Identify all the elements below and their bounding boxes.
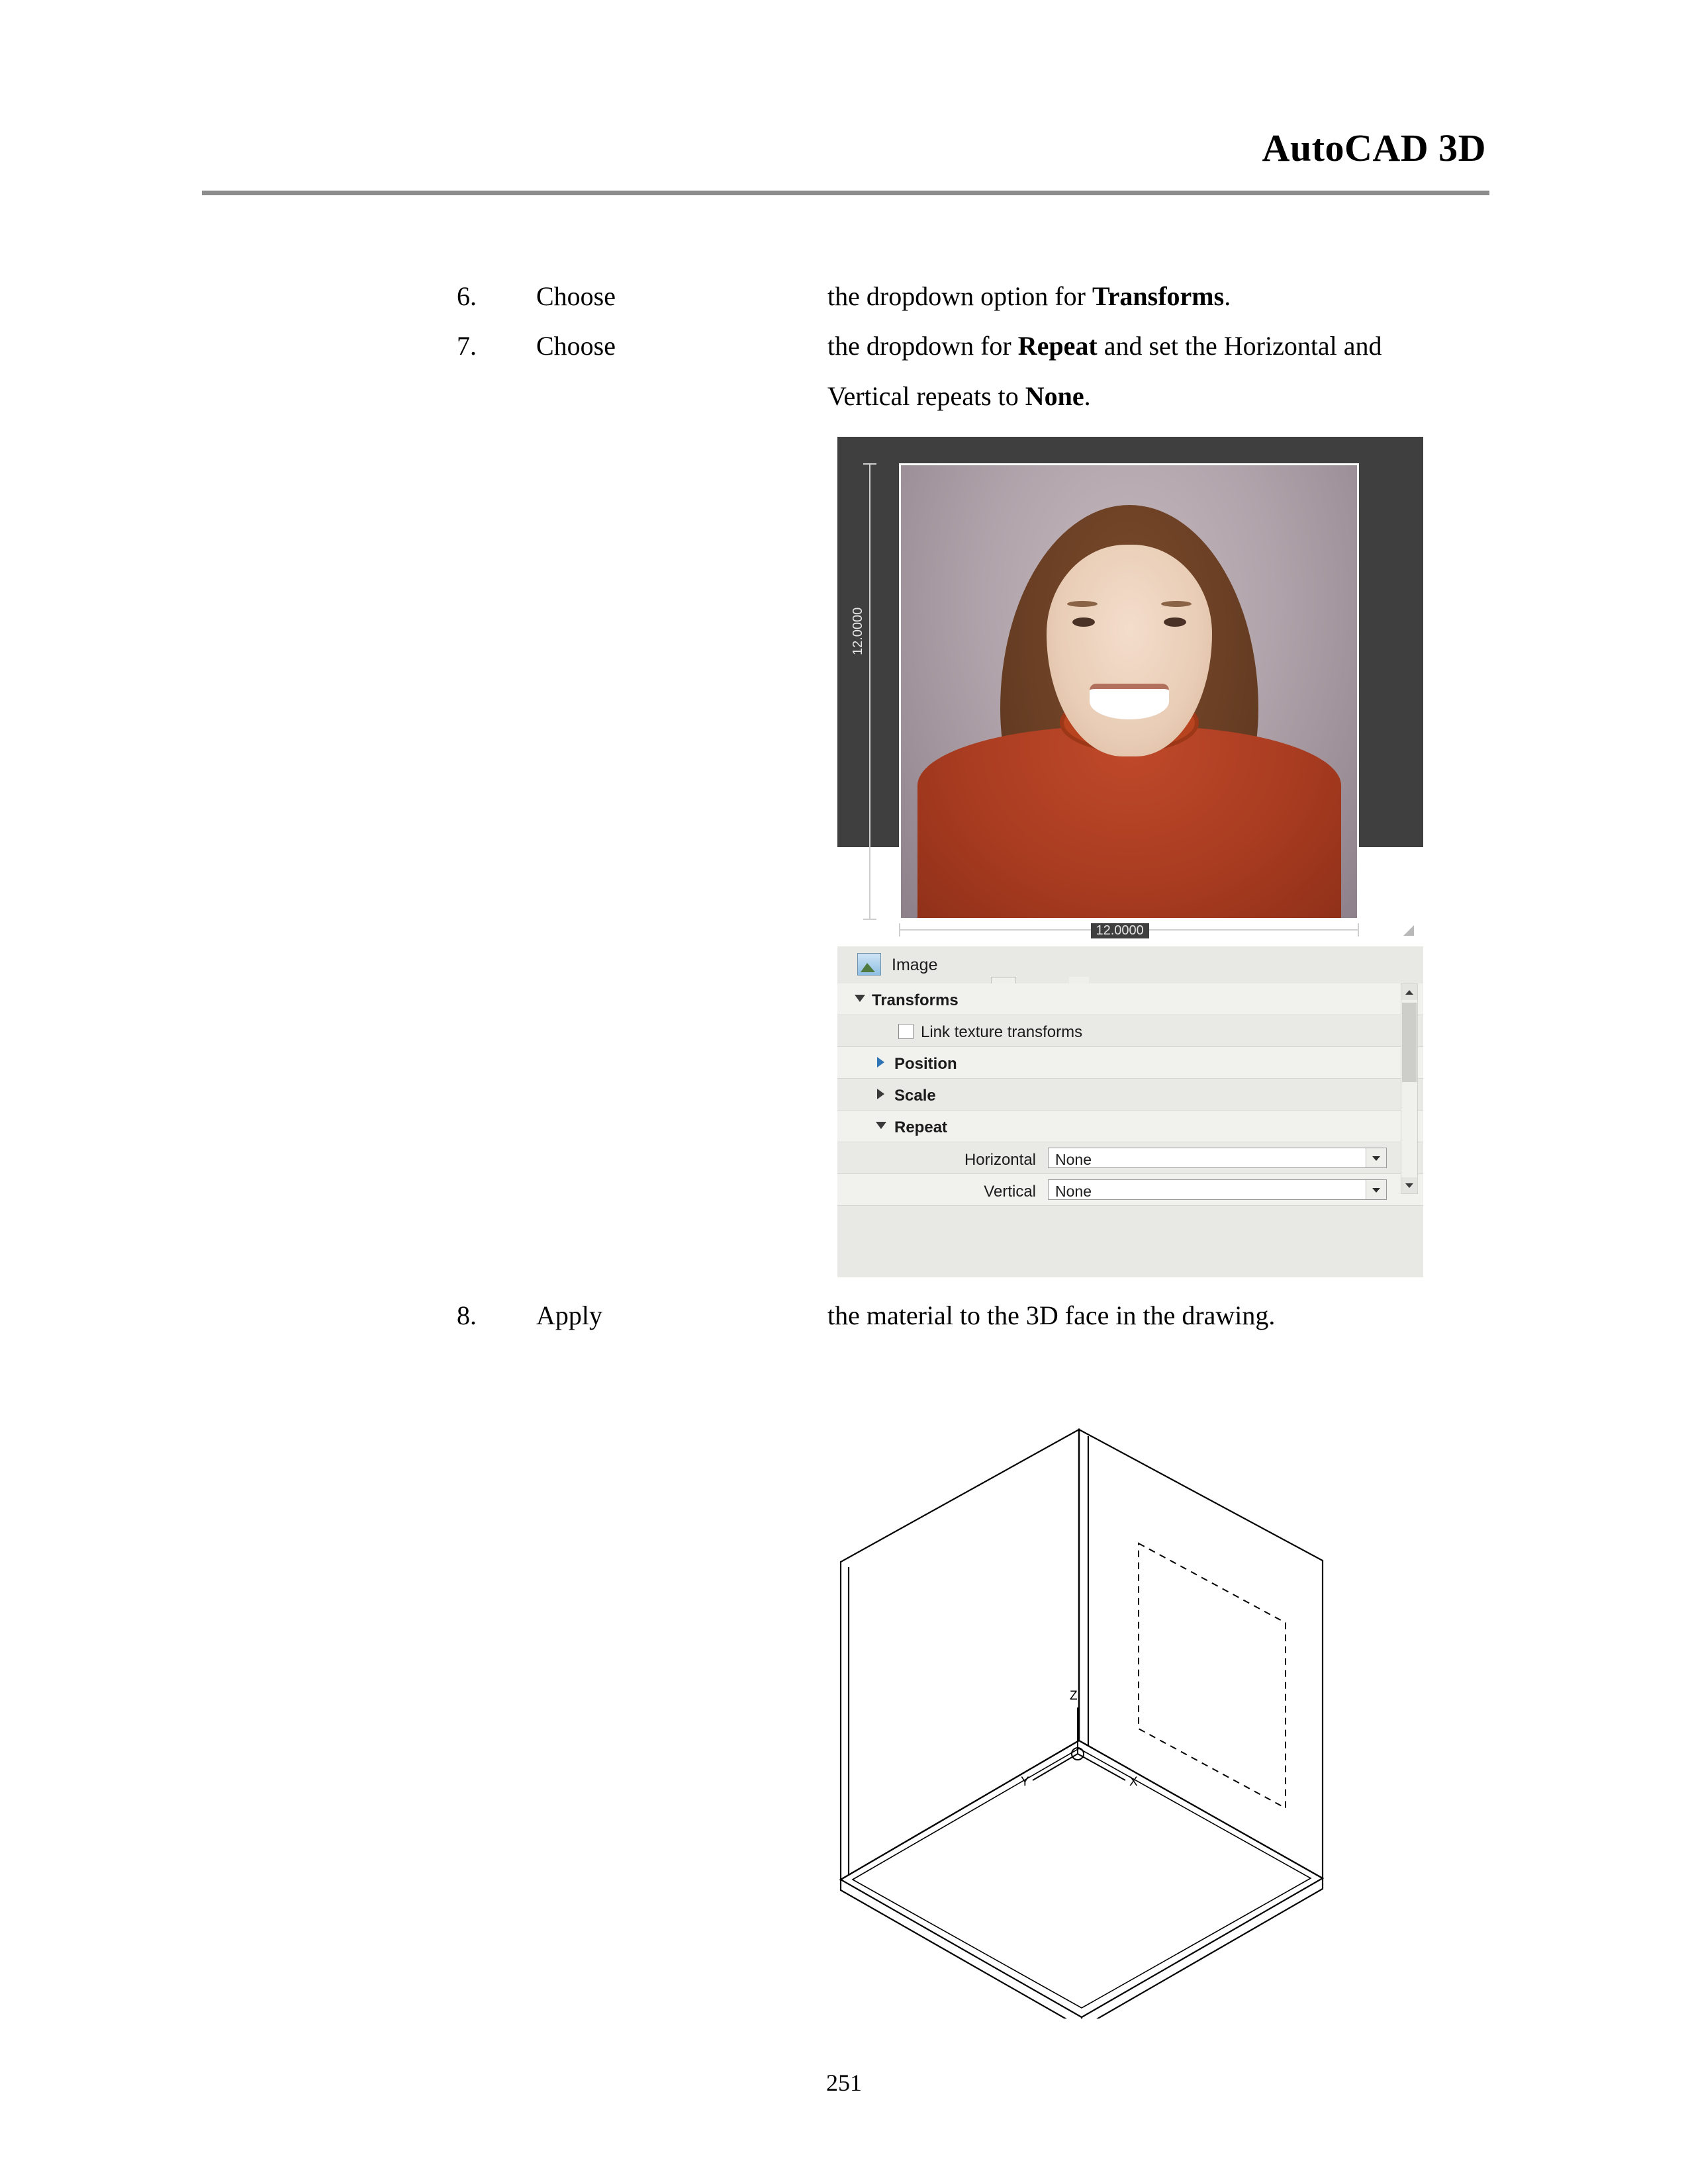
step-number: 7.	[457, 331, 477, 361]
section-repeat[interactable]	[837, 1111, 1423, 1142]
repeat-horizontal-select[interactable]	[1048, 1148, 1387, 1168]
link-texture-transforms-checkbox[interactable]	[898, 1024, 914, 1039]
step-verb: Choose	[536, 331, 616, 361]
horizontal-dimension-label: 12.0000	[1091, 923, 1149, 938]
chevron-down-icon[interactable]	[1366, 1148, 1386, 1167]
section-label: Scale	[894, 1087, 936, 1105]
step-text-emphasis: Repeat	[1017, 331, 1098, 361]
image-icon	[857, 953, 881, 976]
section-label: Transforms	[872, 991, 959, 1009]
link-texture-transforms-label: Link texture transforms	[921, 1023, 1083, 1041]
repeat-horizontal-row	[837, 1142, 1423, 1174]
chevron-down-icon[interactable]	[855, 995, 865, 1002]
section-scale[interactable]	[837, 1079, 1423, 1111]
step-text-emphasis: None	[1025, 381, 1084, 411]
link-texture-transforms-row[interactable]	[837, 1015, 1423, 1047]
photo-eyebrow-right	[1161, 601, 1192, 607]
chevron-right-icon[interactable]	[877, 1057, 884, 1068]
step-text-emphasis: Transforms	[1092, 281, 1225, 311]
panel-rows	[837, 983, 1423, 1206]
chevron-down-icon[interactable]	[876, 1122, 886, 1129]
floor	[841, 1741, 1323, 2017]
header-divider	[202, 191, 1489, 195]
selected-3d-face	[1139, 1543, 1286, 1808]
resize-grip-icon[interactable]	[1403, 925, 1414, 936]
step-text	[827, 321, 1383, 422]
chevron-down-icon[interactable]	[1366, 1180, 1386, 1199]
step-text-part: the dropdown for	[827, 331, 1018, 361]
section-label: Repeat	[894, 1118, 948, 1136]
panel-footer	[837, 1230, 1423, 1277]
repeat-vertical-row	[837, 1174, 1423, 1206]
photo-face	[1047, 545, 1212, 756]
material-editor-screenshot	[837, 437, 1423, 1201]
repeat-vertical-label: Vertical	[984, 1183, 1036, 1201]
photo-eyebrow-left	[1067, 601, 1098, 607]
photo-mouth	[1090, 684, 1169, 719]
repeat-vertical-value: None	[1055, 1183, 1092, 1200]
step-text	[827, 271, 1383, 322]
page-title: AutoCAD 3D	[1262, 126, 1486, 169]
section-transforms[interactable]	[837, 983, 1423, 1015]
axis-label-z: Z	[1070, 1689, 1078, 1703]
vertical-dimension-label: 12.0000	[851, 607, 865, 655]
axis-label-x: X	[1129, 1775, 1138, 1789]
cad-drawing-svg	[814, 1423, 1450, 2019]
floor-inner	[853, 1749, 1311, 2008]
right-wall	[1079, 1430, 1323, 1878]
step-number: 8.	[457, 1300, 477, 1330]
page-number: 251	[826, 2070, 862, 2096]
cad-drawing-figure	[814, 1423, 1450, 2019]
scroll-down-icon[interactable]	[1401, 1177, 1417, 1193]
left-wall	[841, 1430, 1079, 1880]
photo-eye-left	[1072, 617, 1095, 627]
scrollbar-thumb[interactable]	[1402, 1003, 1417, 1082]
panel-scrollbar[interactable]	[1401, 983, 1418, 1194]
map-type-label: Image	[892, 956, 938, 974]
section-label: Position	[894, 1055, 957, 1073]
step-number: 6.	[457, 281, 477, 311]
repeat-horizontal-label: Horizontal	[964, 1151, 1036, 1169]
scroll-up-icon[interactable]	[1401, 984, 1417, 1000]
step-verb: Apply	[536, 1300, 602, 1330]
repeat-vertical-select[interactable]	[1048, 1179, 1387, 1200]
material-preview-area	[837, 437, 1423, 945]
step-verb: Choose	[536, 281, 616, 311]
step-text: the material to the 3D face in the drawing.	[827, 1300, 1276, 1330]
axis-label-y: Y	[1021, 1775, 1029, 1789]
step-text-part: .	[1224, 281, 1231, 311]
step-text-part: .	[1084, 381, 1091, 411]
step-text-part: the dropdown option for	[827, 281, 1092, 311]
photo-eye-right	[1164, 617, 1186, 627]
chevron-right-icon[interactable]	[877, 1089, 884, 1099]
step-text-part: and set the Horizontal and Vertical repeats to	[827, 331, 1382, 411]
section-position[interactable]	[837, 1047, 1423, 1079]
material-preview-image	[899, 463, 1359, 920]
repeat-horizontal-value: None	[1055, 1151, 1092, 1168]
material-properties-panel	[837, 946, 1423, 1277]
vertical-dimension-line	[869, 463, 870, 920]
